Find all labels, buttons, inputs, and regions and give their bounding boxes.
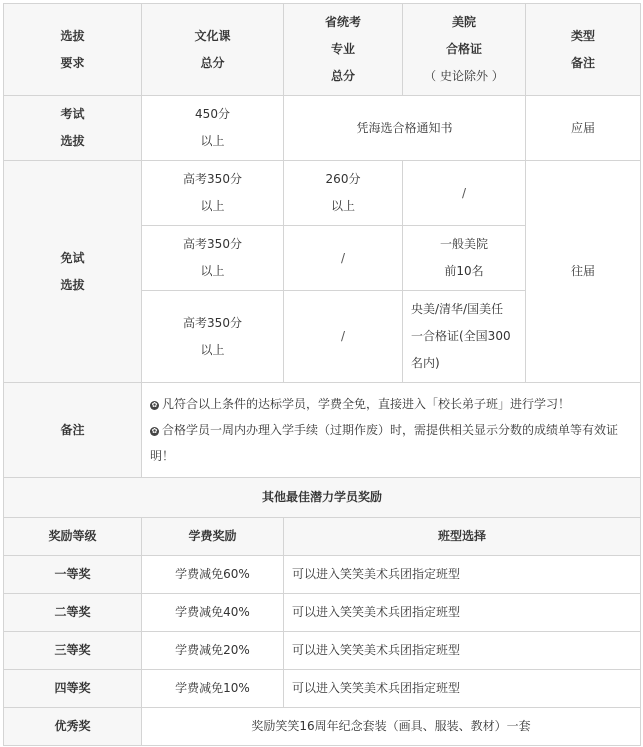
exempt-3-academy: 央美/清华/国美任 一合格证(全国300 名内) (403, 291, 526, 383)
awards-header-class: 班型选择 (284, 518, 641, 556)
exempt-2-culture: 高考350分 以上 (142, 226, 284, 291)
bullet-icon: ✿ (151, 401, 158, 409)
award-row (4, 594, 641, 632)
exempt-1-culture: 高考350分 以上 (142, 161, 284, 226)
header-provincial-exam: 省统考 专业 总分 (284, 4, 403, 96)
exempt-3-culture: 高考350分 以上 (142, 291, 284, 383)
notes-row (4, 383, 641, 478)
awards-title-row (4, 478, 641, 518)
exempt-type: 往届 (526, 161, 641, 383)
exempt-row-1 (4, 161, 641, 226)
exempt-1-province: 260分 以上 (284, 161, 403, 226)
notes-content (142, 383, 641, 478)
exam-type: 应届 (526, 96, 641, 161)
awards-header-fee: 学费奖励 (142, 518, 284, 556)
award-fee: 学费减免40% (142, 594, 284, 632)
header-type-remark: 类型 备注 (526, 4, 641, 96)
exempt-2-academy: 一般美院 前10名 (403, 226, 526, 291)
awards-header-level: 奖励等级 (4, 518, 142, 556)
award-row (4, 670, 641, 708)
excellent-award-level: 优秀奖 (4, 708, 142, 746)
selection-table (3, 3, 641, 746)
award-level: 一等奖 (4, 556, 142, 594)
excellent-award-reward: 奖励笑笑16周年纪念套装（画具、服装、教材）一套 (142, 708, 641, 746)
exam-notice-requirement: 凭海选合格通知书 (284, 96, 526, 161)
header-selection-requirement: 选拔 要求 (4, 4, 142, 96)
note-item: ✿ 合格学员一周内办理入学手续（过期作废）时，需提供相关显示分数的成绩单等有效证明！ (150, 423, 619, 463)
award-class: 可以进入笑笑美术兵团指定班型 (284, 594, 641, 632)
excellent-award-row (4, 708, 641, 746)
awards-title: 其他最佳潜力学员奖励 (4, 478, 641, 518)
award-class: 可以进入笑笑美术兵团指定班型 (284, 670, 641, 708)
note-item: ✿ 凡符合以上条件的达标学员，学费全免，直接进入「校长弟子班」进行学习！ (151, 397, 571, 411)
header-academy-certificate: 美院 合格证 （ 史论除外 ） (403, 4, 526, 96)
notes-label: 备注 (4, 383, 142, 478)
award-level: 四等奖 (4, 670, 142, 708)
bullet-icon: ✿ (151, 427, 158, 435)
header-culture-total: 文化课 总分 (142, 4, 284, 96)
award-fee: 学费减免10% (142, 670, 284, 708)
award-fee: 学费减免20% (142, 632, 284, 670)
exam-culture-score: 450分 以上 (142, 96, 284, 161)
awards-header-row (4, 518, 641, 556)
award-class: 可以进入笑笑美术兵团指定班型 (284, 556, 641, 594)
award-row (4, 632, 641, 670)
exempt-1-academy: / (403, 161, 526, 226)
exempt-selection-label: 免试 选拔 (4, 161, 142, 383)
award-level: 二等奖 (4, 594, 142, 632)
award-class: 可以进入笑笑美术兵团指定班型 (284, 632, 641, 670)
award-level: 三等奖 (4, 632, 142, 670)
award-fee: 学费减免60% (142, 556, 284, 594)
exam-selection-row (4, 96, 641, 161)
header-row (4, 4, 641, 96)
exam-selection-label: 考试 选拔 (4, 96, 142, 161)
exempt-3-province: / (284, 291, 403, 383)
exempt-2-province: / (284, 226, 403, 291)
award-row (4, 556, 641, 594)
